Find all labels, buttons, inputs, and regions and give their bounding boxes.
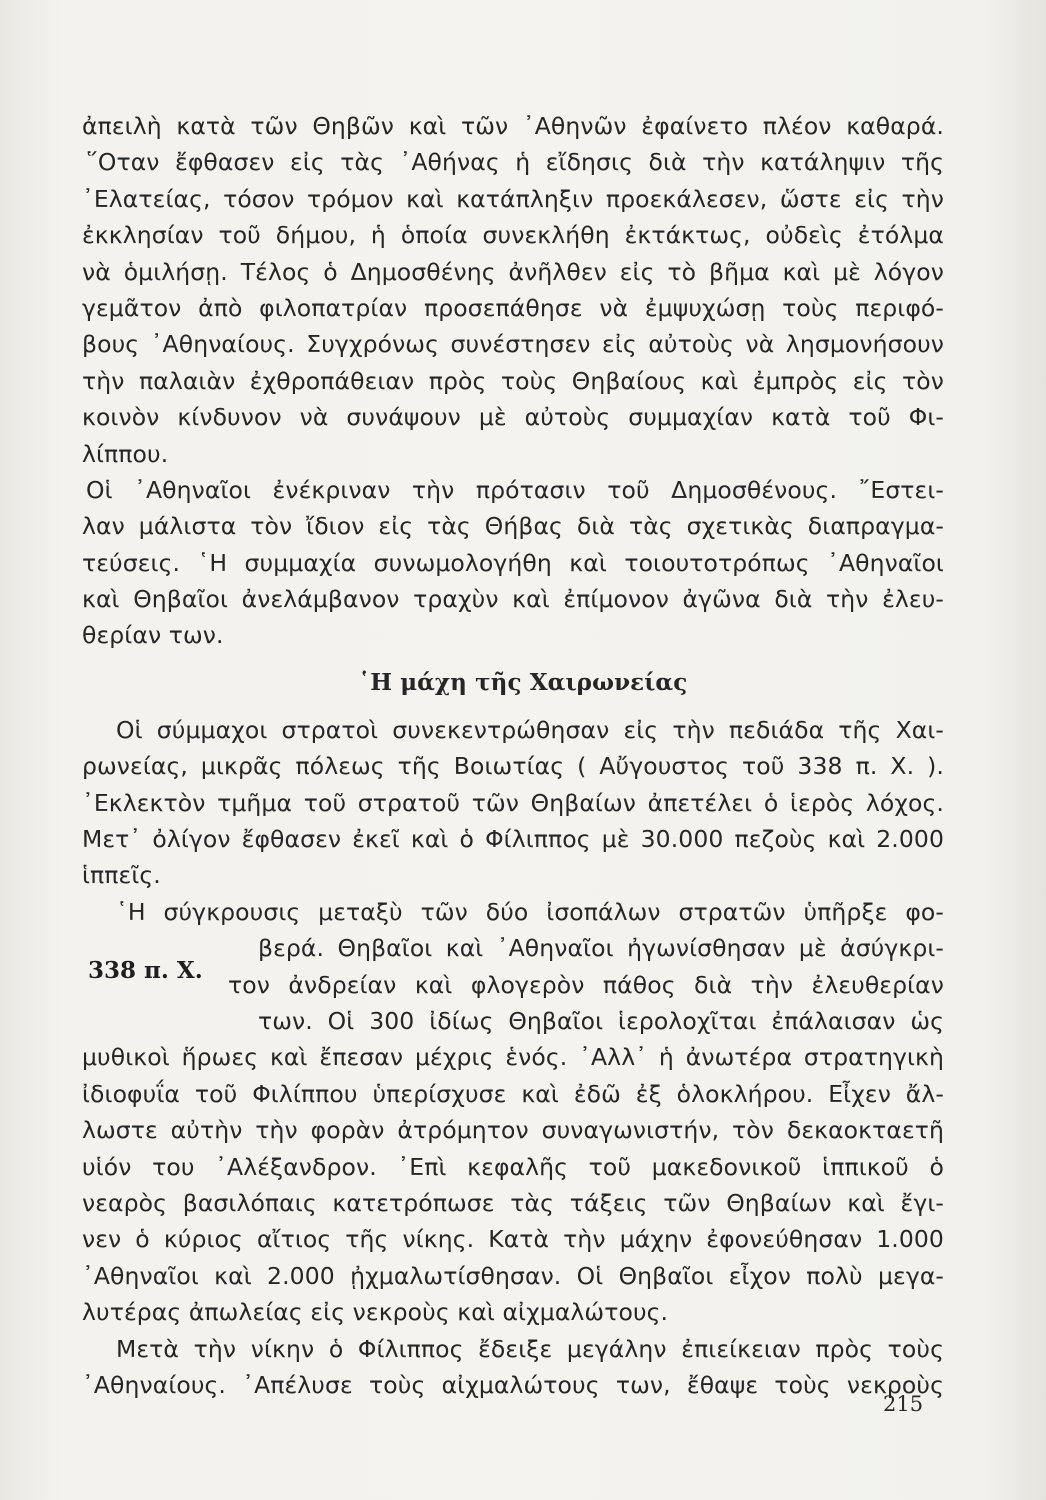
text-line: τεύσεις. ῾Η συμμαχία συνωμολογήθη καὶ τοιουτοτρόπως ᾿Αθηναῖοι bbox=[82, 548, 944, 577]
text-line: μυθικοὶ ἥρωες καὶ ἔπεσαν μέχρις ἑνός. ᾿Αλλ᾿ ἡ ἀνωτέρα στρατηγικὴ bbox=[82, 1043, 944, 1072]
text-line: Μετὰ τὴν νίκην ὁ Φίλιππος ἔδειξε μεγάλην ἐπιείκειαν πρὸς τοὺς bbox=[116, 1334, 944, 1363]
text-line: λαν μάλιστα τὸν ἴδιον εἰς τὰς Θήβας διὰ τὰς σχετικὰς διαπραγμα- bbox=[82, 512, 944, 541]
text-line: λυτέρας ἀπωλείας εἰς νεκροὺς καὶ αἰχμαλώτους. bbox=[82, 1298, 669, 1327]
text-line: Μετ᾿ ὀλίγον ἔφθασεν ἐκεῖ καὶ ὁ Φίλιππος μὲ 30.000 πεζοὺς καὶ 2.000 bbox=[82, 825, 944, 854]
section-heading: ῾Η μάχη τῆς Χαιρωνείας bbox=[358, 668, 688, 696]
text-line: ᾿Αθηναῖοι καὶ 2.000 ᾐχμαλωτίσθησαν. Οἱ Θηβαῖοι εἶχον πολὺ μεγα- bbox=[82, 1261, 944, 1290]
text-line: νεν ὁ κύριος αἴτιος τῆς νίκης. Κατὰ τὴν μάχην ἐφονεύθησαν 1.000 bbox=[82, 1225, 944, 1254]
page-number: 215 bbox=[883, 1392, 924, 1416]
text-line: θερίαν των. bbox=[82, 621, 224, 650]
text-line: ᾿Ελατείας, τόσον τρόμον καὶ κατάπληξιν προεκάλεσεν, ὥστε εἰς τὴν bbox=[82, 184, 944, 213]
text-line: βους ᾿Αθηναίους. Συγχρόνως συνέστησεν εἰς αὐτοὺς νὰ λησμονήσουν bbox=[82, 330, 944, 359]
text-line: υἱόν του ᾿Αλέξανδρον. ᾿Επὶ κεφαλῆς τοῦ μακεδονικοῦ ἱππικοῦ ὁ bbox=[82, 1152, 944, 1181]
text-line: Οἱ ᾿Αθηναῖοι ἐνέκριναν τὴν πρότασιν τοῦ Δημοσθένους. ῎Εστει- bbox=[86, 475, 944, 504]
text-line: βερά. Θηβαῖοι καὶ ᾿Αθηναῖοι ἠγωνίσθησαν μὲ ἀσύγκρι- bbox=[258, 934, 944, 963]
text-line: ῾Η σύγκρουσις μεταξὺ τῶν δύο ἰσοπάλων στρατῶν ὑπῆρξε φο- bbox=[116, 897, 944, 926]
text-line: ῞Οταν ἔφθασεν εἰς τὰς ᾿Αθήνας ἡ εἴδησις διὰ τὴν κατάληψιν τῆς bbox=[86, 148, 944, 177]
text-line: των. Οἱ 300 ἰδίως Θηβαῖοι ἱερολοχῖται ἐπάλαισαν ὡς bbox=[258, 1006, 944, 1035]
text-line: λίππου. bbox=[82, 439, 169, 468]
text-line: ἐκκλησίαν τοῦ δήμου, ἡ ὁποία συνεκλήθη ἐκτάκτως, οὐδεὶς ἐτόλμα bbox=[82, 221, 944, 250]
text-line: τον ἀνδρείαν καὶ φλογερὸν πάθος διὰ τὴν ἐλευθερίαν bbox=[228, 970, 944, 999]
text-line: γεμᾶτον ἀπὸ φιλοπατρίαν προσεπάθησε νὰ ἐμψυχώσῃ τοὺς περιφό- bbox=[82, 293, 944, 322]
body-text bbox=[82, 108, 944, 1403]
text-line: καὶ Θηβαῖοι ἀνελάμβανον τραχὺν καὶ ἐπίμονον ἀγῶνα διὰ τὴν ἐλευ- bbox=[82, 585, 944, 614]
text-line: ᾿Αθηναίους. ᾿Απέλυσε τοὺς αἰχμαλώτους των, ἔθαψε τοὺς νεκροὺς bbox=[82, 1370, 944, 1399]
text-line: Οἱ σύμμαχοι στρατοὶ συνεκεντρώθησαν εἰς τὴν πεδιάδα τῆς Χαι- bbox=[116, 715, 944, 744]
margin-date-note: 338 π. Χ. bbox=[88, 957, 203, 984]
text-line: ρωνείας, μικρᾶς πόλεως τῆς Βοιωτίας ( Αὔγουστος τοῦ 338 π. Χ. ). bbox=[82, 752, 944, 781]
text-line: ἀπειλὴ κατὰ τῶν Θηβῶν καὶ τῶν ᾿Αθηνῶν ἐφαίνετο πλέον καθαρά. bbox=[82, 112, 944, 140]
text-line: λωστε αὐτὴν τὴν φορὰν ἀτρόμητον συναγωνιστήν, τὸν δεκαοκταετῆ bbox=[82, 1116, 944, 1145]
text-line: νὰ ὁμιλήσῃ. Τέλος ὁ Δημοσθένης ἀνῆλθεν εἰς τὸ βῆμα καὶ μὲ λόγον bbox=[82, 257, 944, 286]
text-line: κοινὸν κίνδυνον νὰ συνάψουν μὲ αὐτοὺς συμμαχίαν κατὰ τοῦ Φι- bbox=[82, 403, 944, 432]
text-line: ἰδιοφυΐα τοῦ Φιλίππου ὑπερίσχυσε καὶ ἐδῶ ἐξ ὁλοκλήρου. Εἶχεν ἄλ- bbox=[82, 1079, 944, 1108]
text-line: ἱππεῖς. bbox=[82, 861, 161, 890]
text-line: τὴν παλαιὰν ἐχθροπάθειαν πρὸς τοὺς Θηβαίους καὶ ἐμπρὸς εἰς τὸν bbox=[82, 366, 944, 395]
text-line: νεαρὸς βασιλόπαις κατετρόπωσε τὰς τάξεις τῶν Θηβαίων καὶ ἔγι- bbox=[82, 1188, 944, 1217]
text-line: ᾿Εκλεκτὸν τμῆμα τοῦ στρατοῦ τῶν Θηβαίων ἀπετέλει ὁ ἱερὸς λόχος. bbox=[82, 788, 944, 817]
